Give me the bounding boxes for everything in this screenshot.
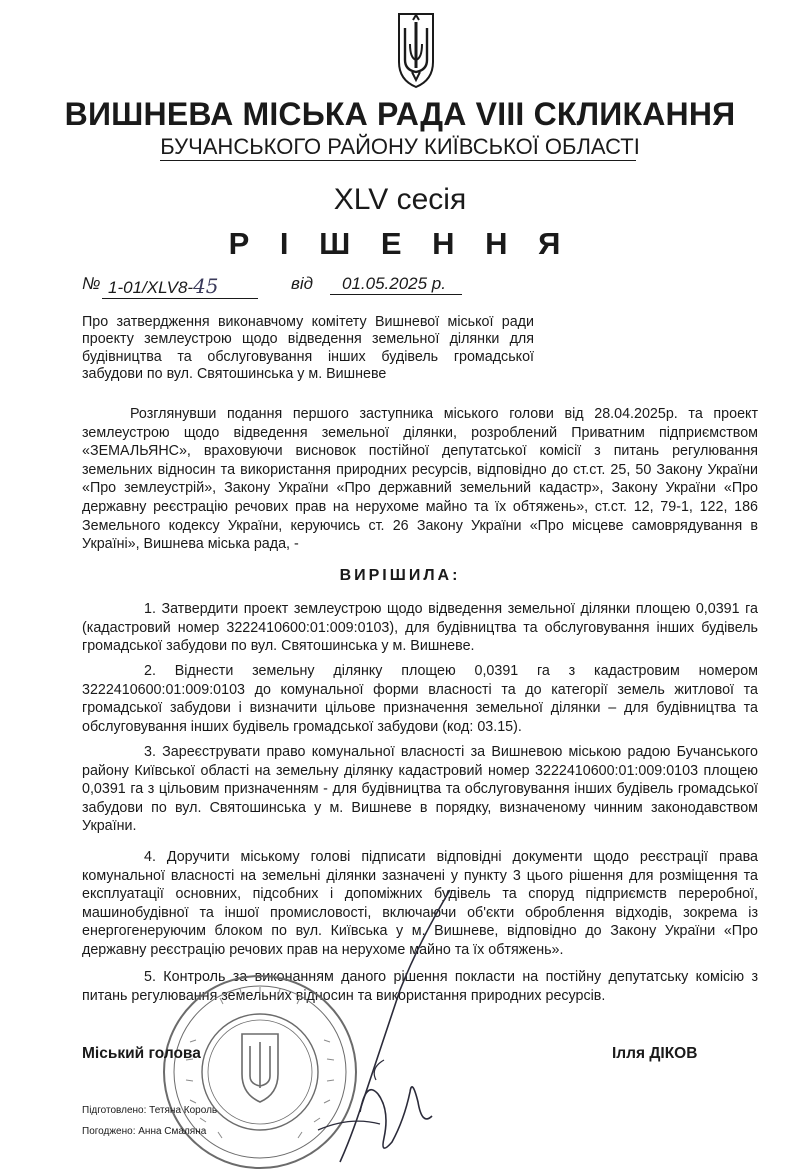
decision-item-3: 3. Зареєструвати право комунальної власності за Вишневою міською радою Бучанського району Київської області на земельну ділянку кадастровий номер 3222410600:01:009:0103 площею 0,0391 га з цільовим призначенням - для будівництва та обслуговування інших будівель громадської забудови по вул. Святошинська у м. Вишневе в порядку, визначеному чинним законодавством України. <box>82 744 758 835</box>
session-label: XLV сесія <box>333 183 467 216</box>
council-district: БУЧАНСЬКОГО РАЙОНУ КИЇВСЬКОЇ ОБЛАСТІ <box>160 134 640 159</box>
header-divider <box>160 160 636 161</box>
decision-number <box>102 274 258 299</box>
decision-date: 01.05.2025 р. <box>330 274 462 295</box>
number-label: № <box>82 274 101 293</box>
decision-number-handwritten: 45 <box>193 274 219 298</box>
signer-position: Міський голова <box>82 1045 201 1062</box>
trident-coat-of-arms-icon <box>396 10 436 90</box>
signer-name: Ілля ДІКОВ <box>612 1045 698 1062</box>
decision-item-2: 2. Віднести земельну ділянку площею 0,0391 га з кадастровим номером 3222410600:01:009:0103 до комунальної форми власності та до категорії земель житлової та громадської забудови і визначити цільове призначення земельної ділянки – для будівництва та обслуговування інших будівель громадської забудови (код: 03.15). <box>82 663 758 735</box>
decision-item-4: 4. Доручити міському голові підписати відповідні документи щодо реєстрації права комунальної власності на земельні ділянки зазначені у пункту 3 цього рішення для розміщення та експлуатації основних, підсобних і допоміжних будівель та споруд підприємств переробної, машинобудівної та іншої промисловості, включаючи об'єкти оброблення відходів, зокрема із енергогенеруючим блоком по вул. Київська у м. Вишневе, відповідно до Закону України «Про державну реєстрацію речових прав на нерухоме майно та їх обтяжень». <box>82 849 758 958</box>
agreed-by: Погоджено: Анна Смаляна <box>82 1126 207 1137</box>
decision-subject: Про затвердження виконавчому комітету Вишневої міської ради проекту землеустрою щодо відведення земельної ділянки для будівництва та обслуговування інших будівель громадської забудови по вул. Святошинська у м. Вишневе <box>82 314 534 382</box>
council-title: ВИШНЕВА МІСЬКА РАДА VIII СКЛИКАННЯ <box>64 96 736 132</box>
document-type-title: Р І Ш Е Н Н Я <box>228 226 572 261</box>
resolved-heading: ВИРІШИЛА: <box>339 567 461 584</box>
decision-item-1: 1. Затвердити проект землеустрою щодо відведення земельної ділянки площею 0,0391 га (кадастровий номер 3222410600:01:009:0103), для будівництва та обслуговування інших будівель громадської забудови по вул. Святошинська у м. Вишневе. <box>82 601 758 655</box>
date-label: від <box>291 274 314 293</box>
preamble-paragraph: Розглянувши подання першого заступника міського голови від 28.04.2025р. та проект землеустрою щодо відведення земельної ділянки, розроблений Приватним підприємством «ЗЕМАЛЬЯНС», враховуючи висновок постійної депутатської комісії з питань регулювання земельних відносин та використання природних ресурсів, відповідно до ст.ст. 25, 50 Закону України «Про землеустрій», Закону України «Про державний земельний кадастр», Закону України «Про державну реєстрацію речових прав на нерухоме майно та їх обтяжень», ст.ст. 12, 79-1, 122, 186 Земельного кодексу України, керуючись ст. 26 Закону України «Про місцеве самоврядування в Україні», Вишнева міська рада, - <box>82 406 758 553</box>
handwritten-signature-icon <box>300 880 560 1170</box>
prepared-by: Підготовлено: Тетяна Король <box>82 1105 218 1116</box>
decision-number-printed: 1-01/XLV8- <box>108 278 194 297</box>
decision-item-5: 5. Контроль за виконанням даного рішення покласти на постійну депутатську комісію з питань регулювання земельних відносин та використання природних ресурсів. <box>82 969 758 1004</box>
